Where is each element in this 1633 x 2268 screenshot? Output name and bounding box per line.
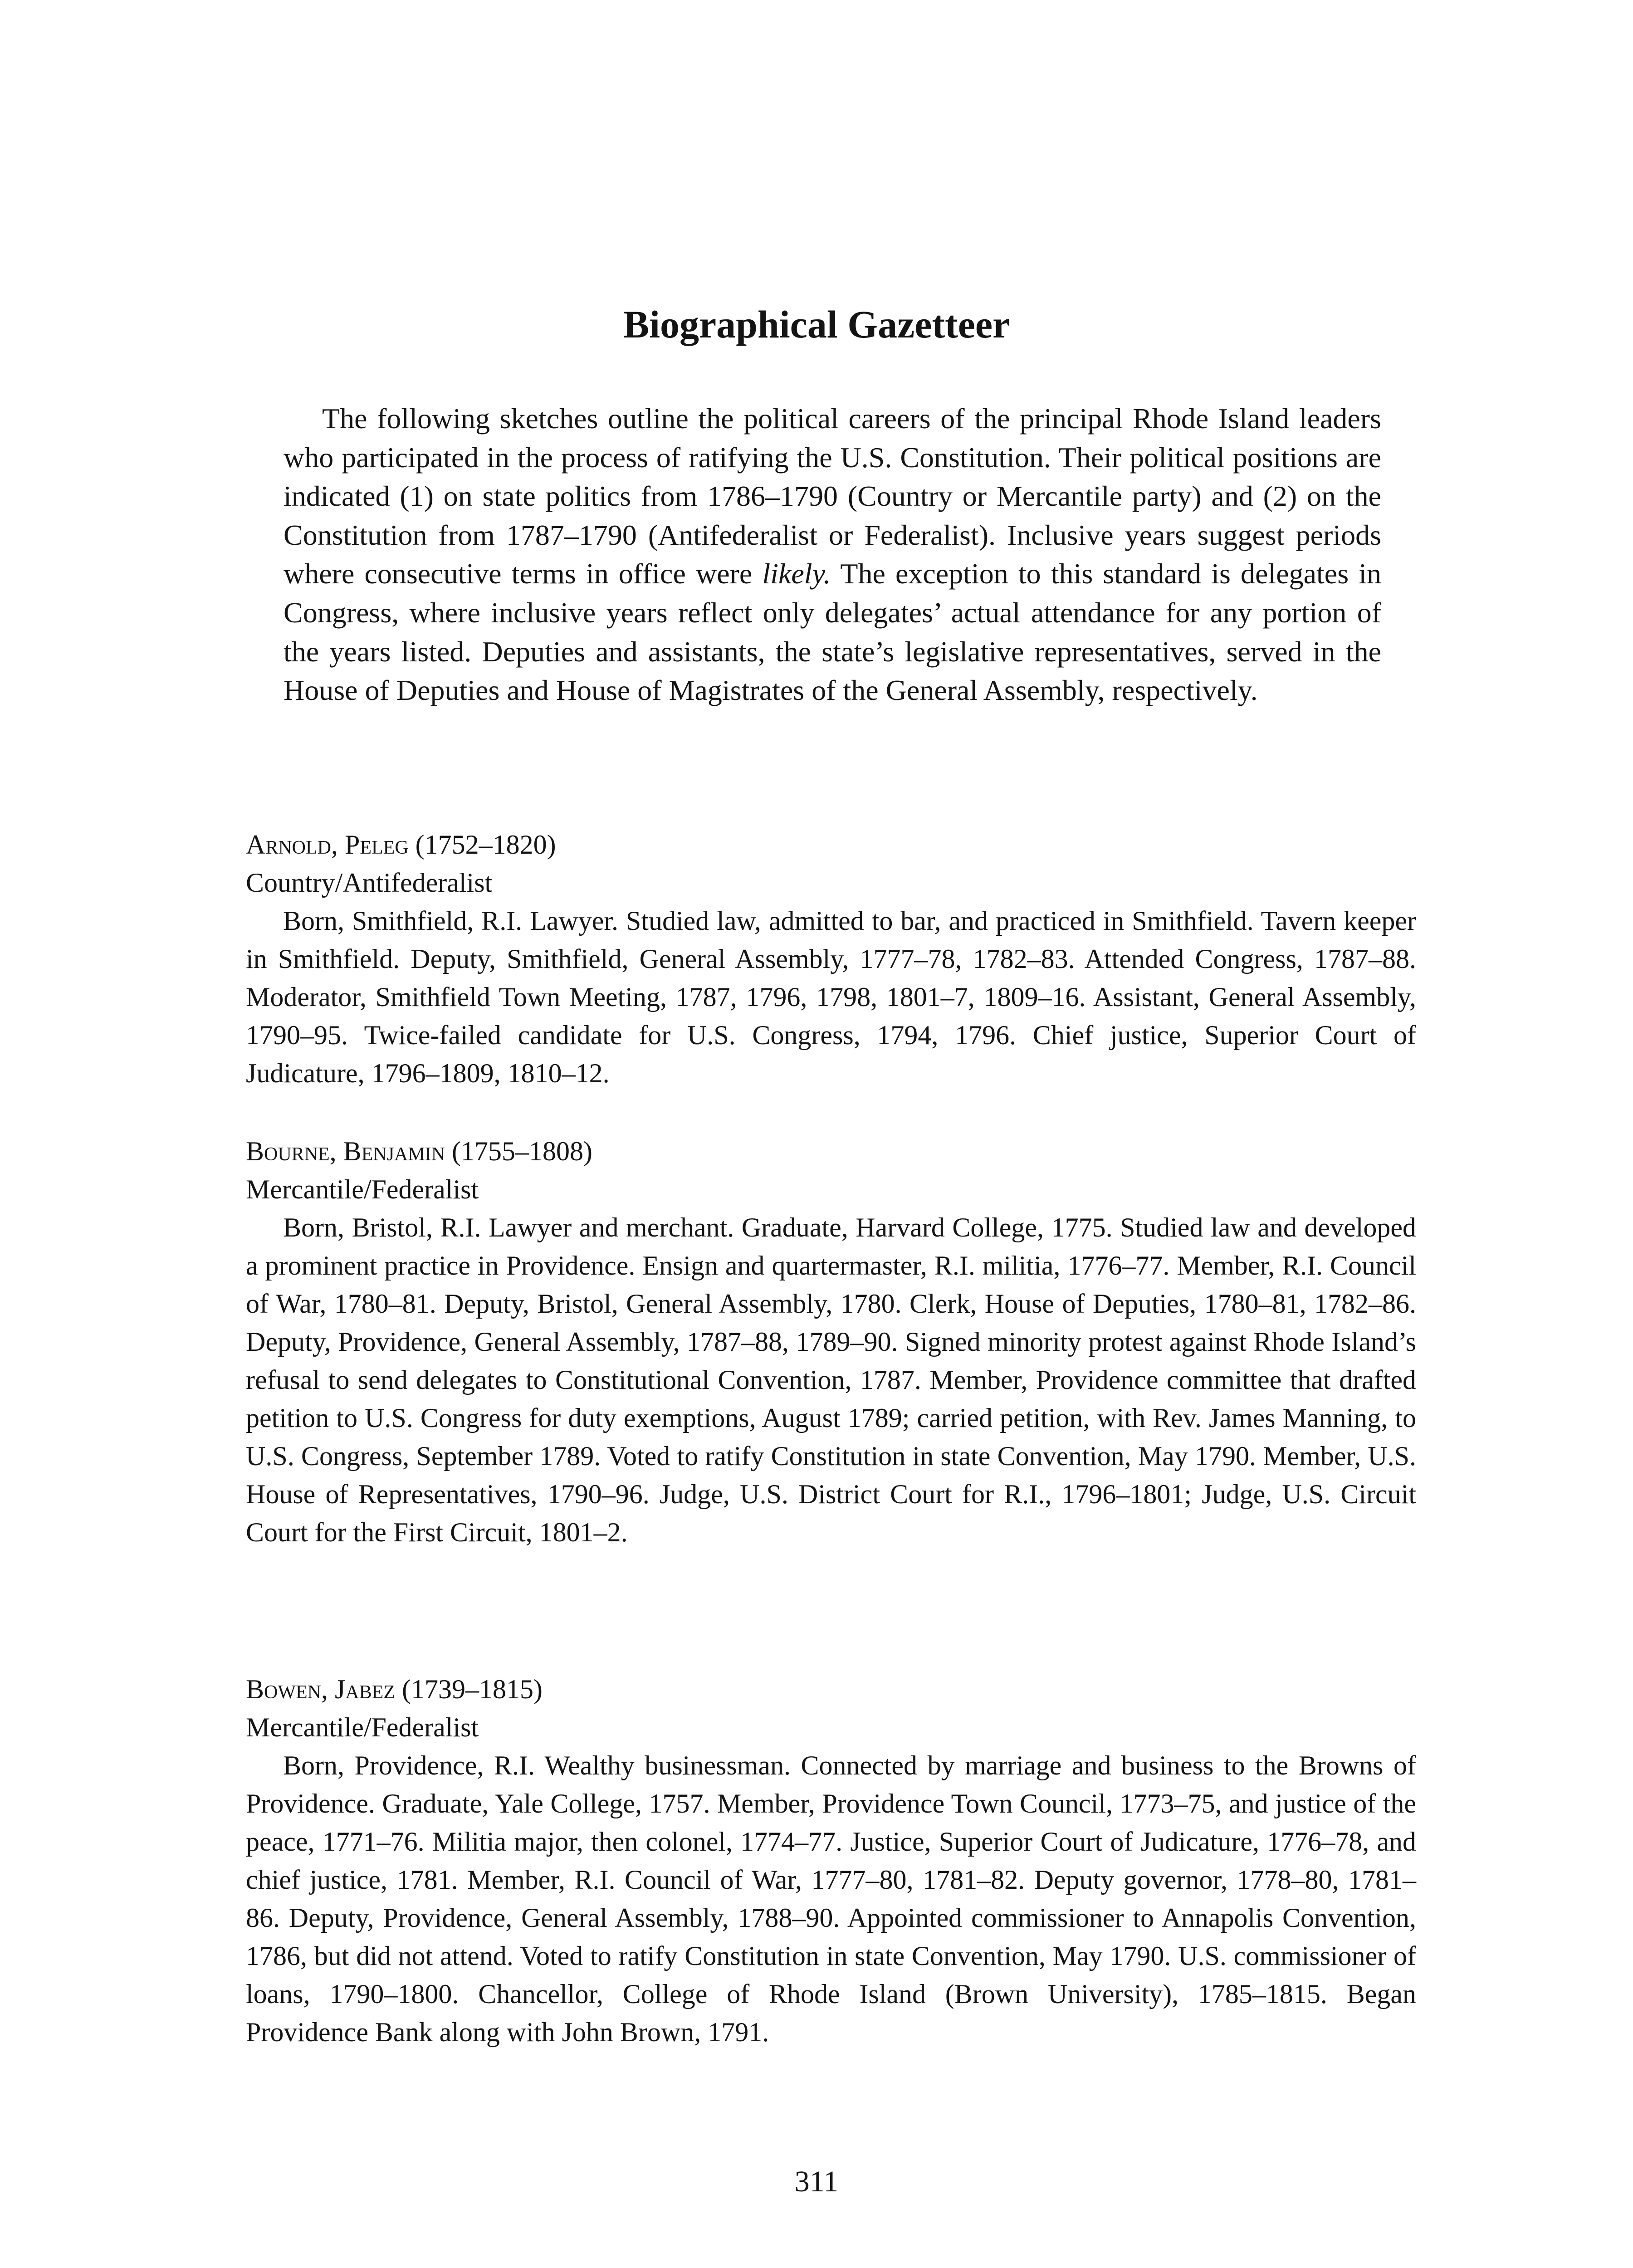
entry-dates: (1752–1820) xyxy=(415,830,556,860)
entry-bourne xyxy=(246,1132,1416,1551)
entry-name: Bowen, Jabez xyxy=(246,1674,395,1704)
intro-paragraph xyxy=(284,399,1381,710)
entry-dates: (1755–1808) xyxy=(452,1136,592,1166)
entry-name: Arnold, Peleg xyxy=(246,830,409,860)
entry-party: Country/Antifederalist xyxy=(246,868,493,898)
entry-bowen xyxy=(246,1670,1416,2051)
page-title: Biographical Gazetteer xyxy=(623,303,1010,346)
entry-name: Bourne, Benjamin xyxy=(246,1136,445,1166)
entry-bio: Born, Bristol, R.I. Lawyer and merchant. Graduate, Harvard College, 1775. Studied law and developed a prominent practice in Providence. Ensign and quartermaster, R.I. militia, 1776–77. Member, R.I. Council of War, 1780–81. Deputy, Bristol, General Assembly, 1780. Clerk, House of Deputies, 1780–81, 1782–86. Deputy, Providence, General Assembly, 1787–88, 1789–90. Signed minority protest against Rhode Island’s refusal to send delegates to Constitutional Convention, 1787. Member, Providence committee that drafted petition to U.S. Congress for duty exemptions, August 1789; carried petition, with Rev. James Manning, to U.S. Congress, September 1789. Voted to ratify Constitution in state Convention, May 1790. Member, U.S. House of Representatives, 1790–96. Judge, U.S. District Court for R.I., 1796–1801; Judge, U.S. Circuit Court for the First Circuit, 1801–2. xyxy=(246,1212,1416,1547)
intro-text-part2: The exception to this standard is delegates in Congress, where inclusive years reflect only delegates’ actual attendance for any portion of the years listed. Deputies and assistants, the state’s legislative representatives, served in the House of Deputies and House of Magistrates of the General Assembly, respectively. xyxy=(284,557,1382,707)
entry-party: Mercantile/Federalist xyxy=(246,1174,479,1204)
entry-bio: Born, Providence, R.I. Wealthy businessman. Connected by marriage and business to the Browns of Providence. Graduate, Yale College, 1757. Member, Providence Town Council, 1773–75, and justice of the peace, 1771–76. Militia major, then colonel, 1774–77. Justice, Superior Court of Judicature, 1776–78, and chief justice, 1781. Member, R.I. Council of War, 1777–80, 1781–82. Deputy governor, 1778–80, 1781–86. Deputy, Providence, General Assembly, 1788–90. Appointed commissioner to Annapolis Convention, 1786, but did not attend. Voted to ratify Constitution in state Convention, May 1790. U.S. commissioner of loans, 1790–1800. Chancellor, College of Rhode Island (Brown University), 1785–1815. Began Providence Bank along with John Brown, 1791. xyxy=(246,1750,1416,2047)
entry-party: Mercantile/Federalist xyxy=(246,1712,479,1742)
intro-emphasis: likely. xyxy=(762,557,831,590)
intro-text-part1: The following sketches outline the political careers of the principal Rhode Island leaders who participated in the process of ratifying the U.S. Constitution. Their political positions are indicated (1) on state politics from 1786–1790 (Country or Mercantile party) and (2) on the Constitution from 1787–1790 (Antifederalist or Federalist). Inclusive years suggest periods where consecutive terms in office were xyxy=(284,402,1381,590)
entry-bio: Born, Smithfield, R.I. Lawyer. Studied law, admitted to bar, and practiced in Smithfield. Tavern keeper in Smithfield. Deputy, Smithfield, General Assembly, 1777–78, 1782–83. Attended Congress, 1787–88. Moderator, Smithfield Town Meeting, 1787, 1796, 1798, 1801–7, 1809–16. Assistant, General Assembly, 1790–95. Twice-failed candidate for U.S. Congress, 1794, 1796. Chief justice, Superior Court of Judicature, 1796–1809, 1810–12. xyxy=(246,906,1416,1088)
page-number: 311 xyxy=(794,2165,839,2198)
entry-heading xyxy=(246,826,1416,864)
entry-dates: (1739–1815) xyxy=(401,1674,543,1704)
entry-heading xyxy=(246,1132,1416,1170)
entry-arnold xyxy=(246,826,1416,1092)
entry-heading xyxy=(246,1670,1416,1708)
